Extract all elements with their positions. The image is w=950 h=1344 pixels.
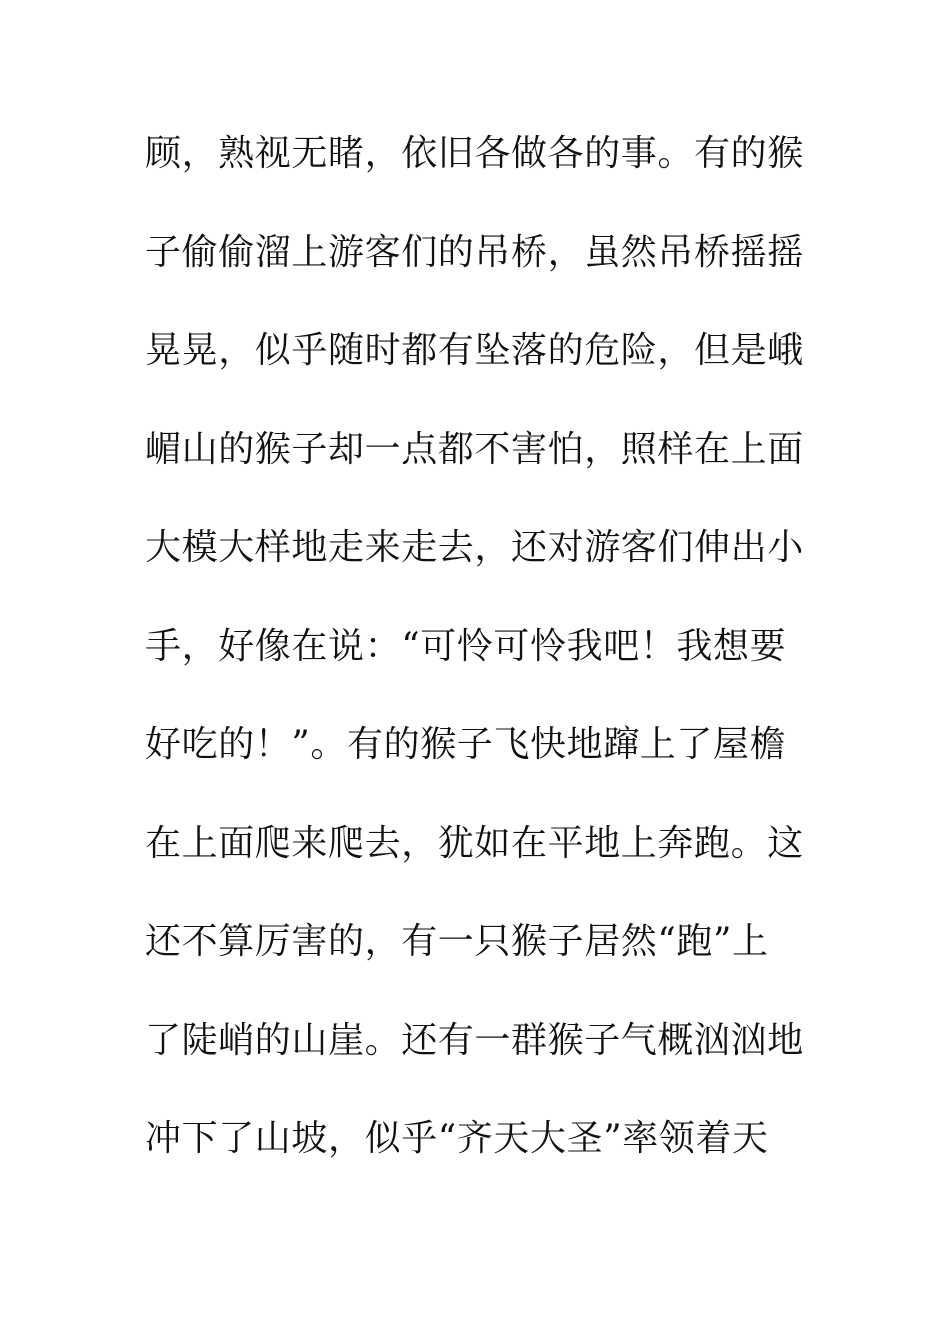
body-text <box>145 125 825 1209</box>
text-line-8: 在上面爬来爬去，犹如在平地上奔跑。这 <box>145 822 804 864</box>
text-line-1: 顾，熟视无睹，依旧各做各的事。有的猴 <box>145 133 804 174</box>
text-line-4: 嵋山的猴子却一点都不害怕，照样在上面 <box>145 428 804 470</box>
text-line-10: 了陡峭的山崖。还有一群猴子气概汹汹地 <box>145 1019 804 1061</box>
text-line-5: 大模大样地走来走去，还对游客们伸出小 <box>145 527 804 568</box>
text-line-11: 冲下了山坡，似乎“齐天大圣”率领着天 <box>145 1118 769 1159</box>
text-line-6: 手，好像在说：“可怜可怜我吧！我想要 <box>145 625 787 667</box>
text-line-9: 还不算厉害的，有一只猴子居然“跑”上 <box>145 921 769 962</box>
text-line-3: 晃晃，似乎随时都有坠落的危险，但是峨 <box>145 330 804 371</box>
text-line-2: 子偷偷溜上游客们的吊桥，虽然吊桥摇摇 <box>145 231 804 273</box>
text-line-7: 好吃的！”。有的猴子飞快地蹿上了屋檐 <box>145 724 787 765</box>
